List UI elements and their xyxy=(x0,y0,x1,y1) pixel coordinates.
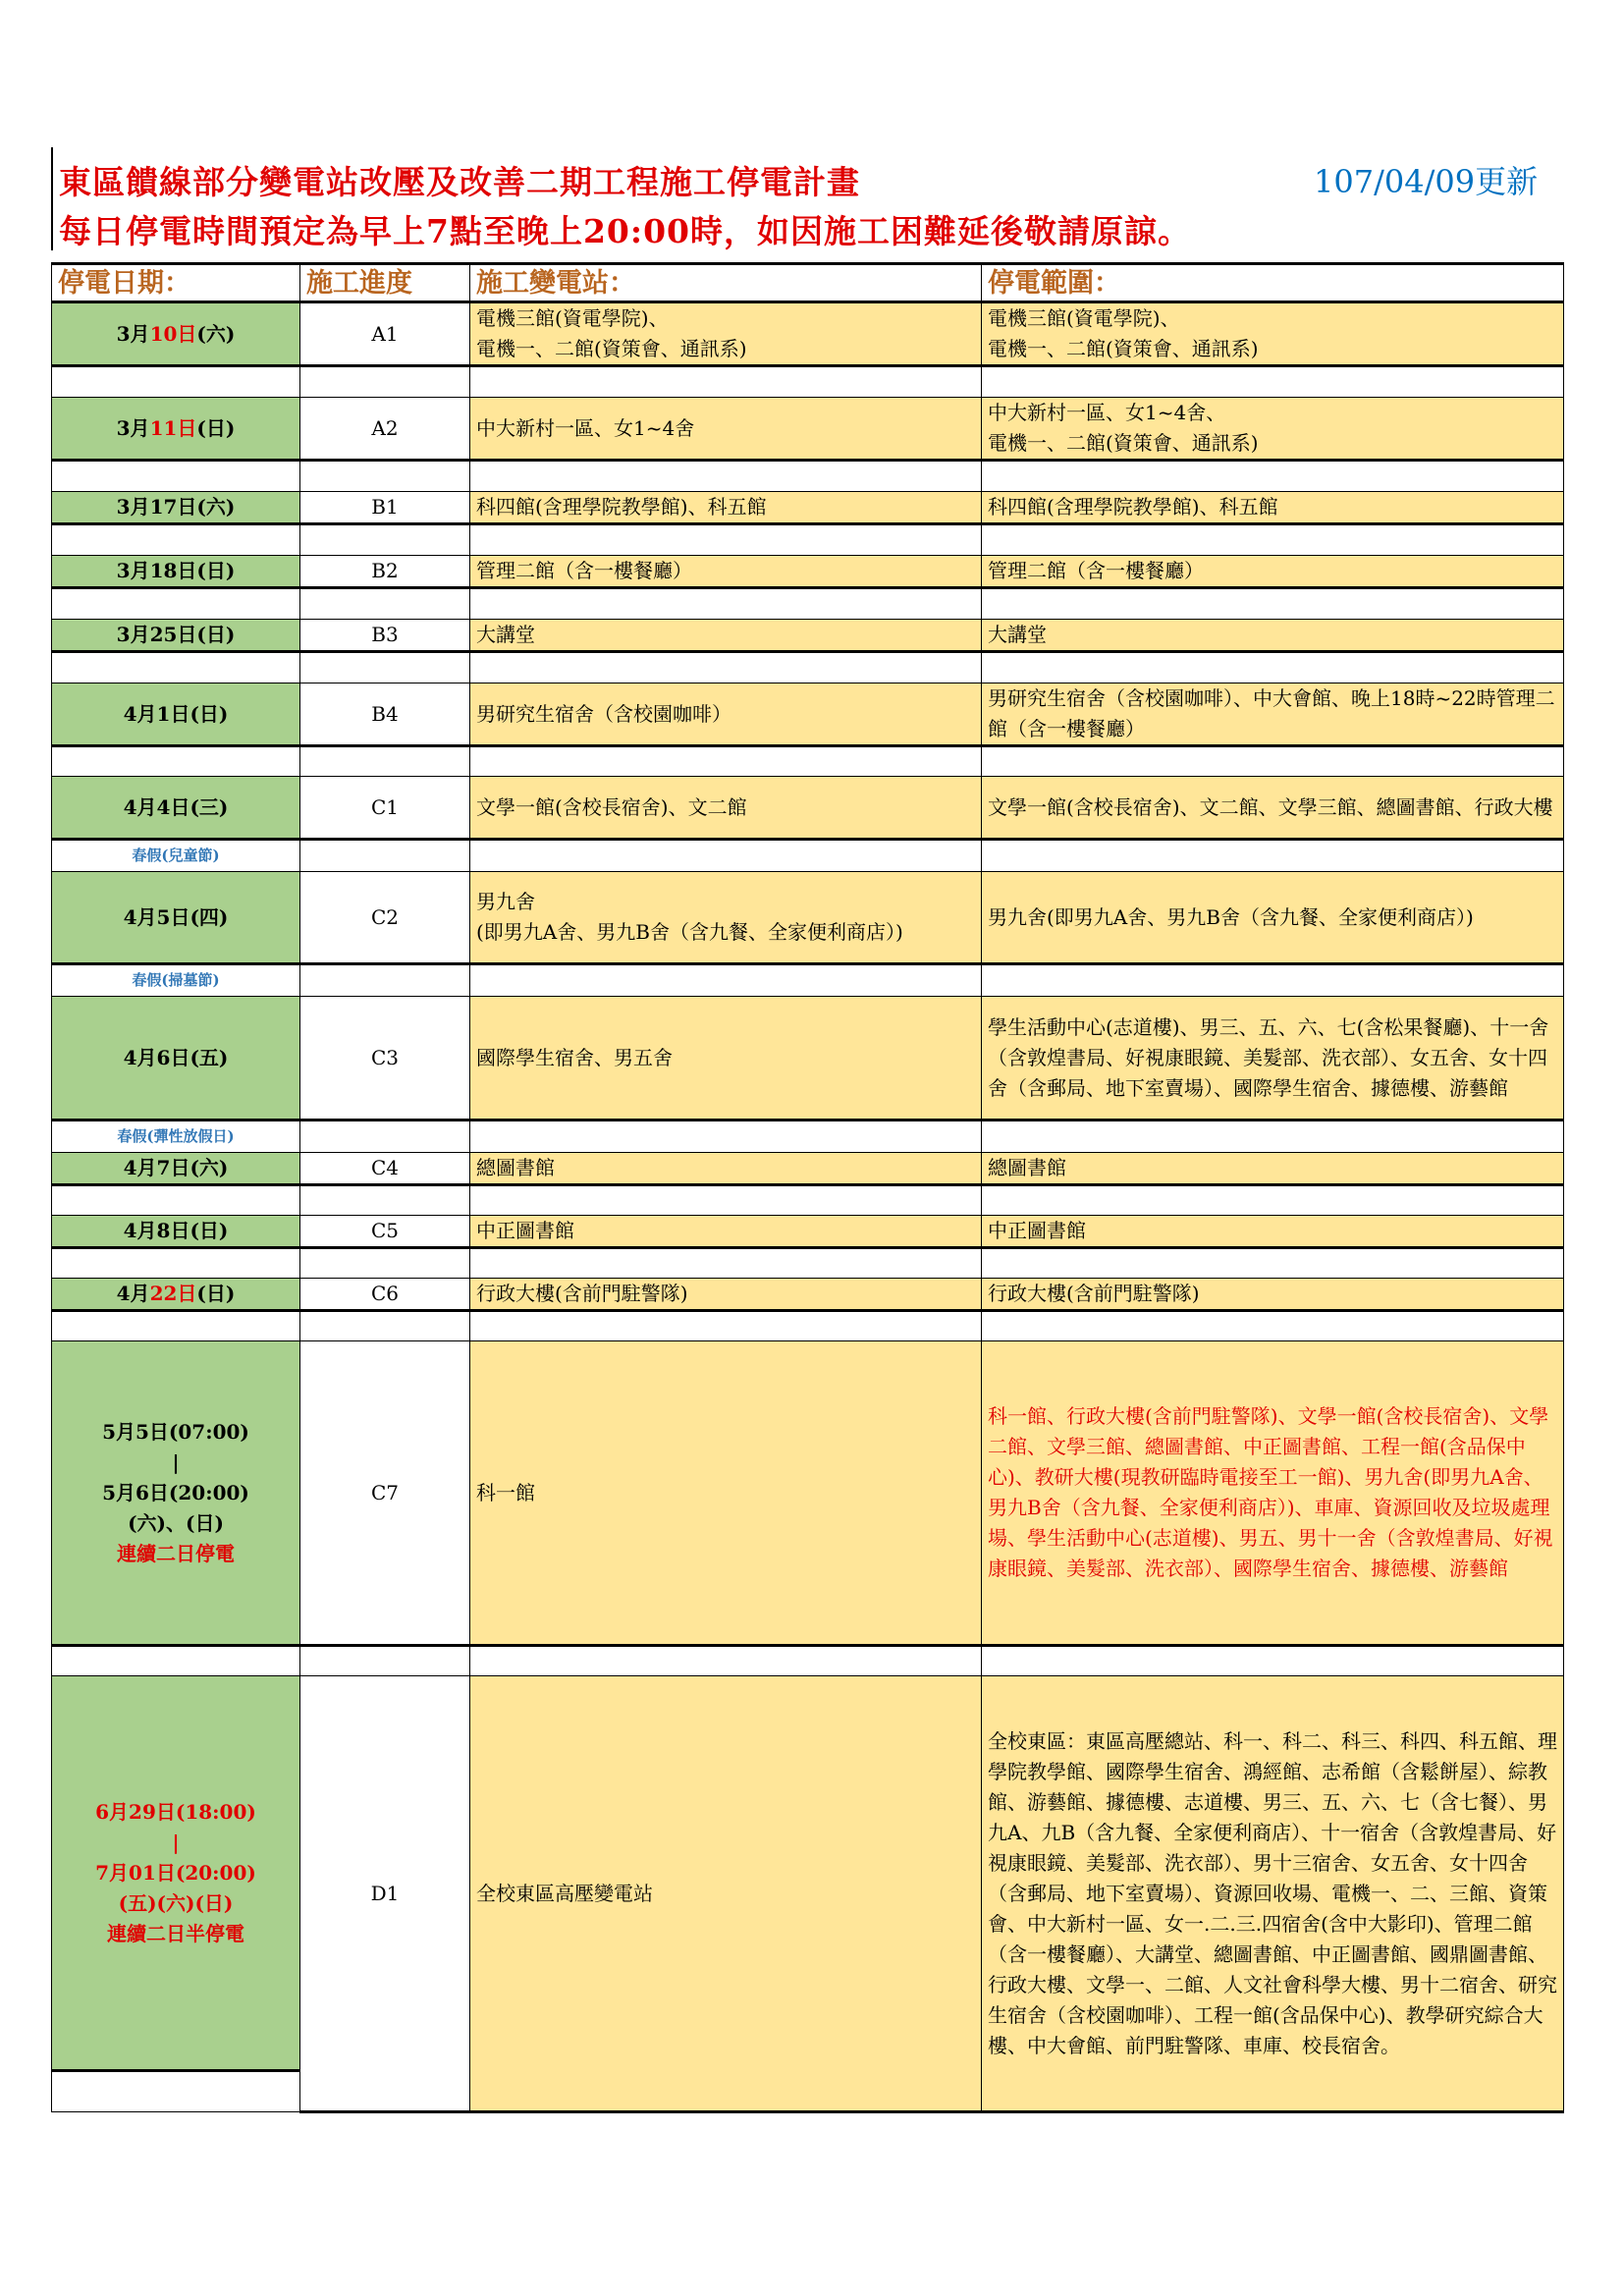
empty-cell xyxy=(470,1121,982,1153)
substation-cell: 行政大樓(含前門駐警隊) xyxy=(470,1279,982,1311)
date-cell xyxy=(52,620,300,652)
outage-range-cell: 中大新村一區、女1~4舍、 電機一、二館(資策會、通訊系) xyxy=(982,398,1564,461)
progress-code: B2 xyxy=(300,556,470,588)
substation-cell: 科一館 xyxy=(470,1341,982,1646)
empty-cell xyxy=(300,652,470,683)
date-text: | xyxy=(172,1449,180,1474)
outage-range-cell: 男研究生宿舍（含校園咖啡）、中大會館、晚上18時~22時管理二館（含一樓餐廳） xyxy=(982,683,1564,746)
date-text: 3月25日(日) xyxy=(116,623,236,646)
empty-cell xyxy=(52,652,300,683)
outage-range-cell: 男九舍(即男九A舍、男九B舍（含九餐、全家便利商店）) xyxy=(982,872,1564,964)
date-text: 4月 xyxy=(116,1282,150,1305)
table-row xyxy=(52,302,1564,366)
empty-cell xyxy=(982,964,1564,997)
empty-cell xyxy=(470,588,982,620)
date-text red: 11日 xyxy=(149,415,197,440)
spacer-row xyxy=(52,1248,1564,1279)
date-cell xyxy=(52,1676,300,2071)
date-cell xyxy=(52,1216,300,1248)
table-header-row xyxy=(52,264,1564,302)
outage-range-cell: 學生活動中心(志道樓)、男三、五、六、七(含松果餐廳)、十一舍（含敦煌書局、好視康眼鏡、美髮部、洗衣部）、女五舍、女十四舍（含郵局、地下室賣場）、國際學生宿舍、據德樓、游藝館 xyxy=(982,997,1564,1121)
date-text red: | xyxy=(172,1830,180,1854)
table-row xyxy=(52,620,1564,652)
empty-cell xyxy=(300,746,470,777)
empty-cell xyxy=(982,652,1564,683)
empty-cell xyxy=(470,1646,982,1676)
empty-cell xyxy=(300,1185,470,1216)
substation-cell: 總圖書館 xyxy=(470,1153,982,1185)
date-text: 4月5日(四) xyxy=(123,904,229,929)
date-text red: 6月29日(18:00) xyxy=(95,1799,256,1824)
outage-schedule-table xyxy=(51,262,1564,2113)
page-subtitle: 每日停電時間預定為早上7點至晚上20:00時，如因施工困難延後敬請原諒。 xyxy=(59,212,1191,250)
holiday-label: 春假(掃墓節) xyxy=(52,964,300,997)
progress-code: C3 xyxy=(300,997,470,1121)
empty-cell xyxy=(982,746,1564,777)
progress-code: C1 xyxy=(300,777,470,840)
date-text red: 連續二日停電 xyxy=(117,1541,235,1565)
table-row xyxy=(52,1676,1564,2071)
column-header-date: 停電日期： xyxy=(52,264,300,302)
substation-cell: 文學一館(含校長宿舍)、文二館 xyxy=(470,777,982,840)
empty-cell xyxy=(52,1646,300,1676)
empty-cell xyxy=(982,1311,1564,1341)
empty-cell xyxy=(470,1311,982,1341)
outage-range-cell: 大講堂 xyxy=(982,620,1564,652)
substation-cell: 男九舍 (即男九A舍、男九B舍（含九餐、全家便利商店）) xyxy=(470,872,982,964)
progress-code: A1 xyxy=(300,302,470,366)
outage-range-cell: 文學一館(含校長宿舍)、文二館、文學三館、總圖書館、行政大樓 xyxy=(982,777,1564,840)
date-text: 4月4日(三) xyxy=(123,794,229,819)
outage-range-cell: 管理二館（含一樓餐廳） xyxy=(982,556,1564,588)
date-text: (日) xyxy=(196,1282,236,1305)
spacer-row xyxy=(52,588,1564,620)
empty-cell xyxy=(982,1185,1564,1216)
holiday-row xyxy=(52,840,1564,872)
substation-cell: 大講堂 xyxy=(470,620,982,652)
progress-code: D1 xyxy=(300,1676,470,2112)
empty-cell xyxy=(470,524,982,556)
progress-code: A2 xyxy=(300,398,470,461)
progress-code: C4 xyxy=(300,1153,470,1185)
holiday-row xyxy=(52,964,1564,997)
empty-cell xyxy=(300,1646,470,1676)
table-row xyxy=(52,1153,1564,1185)
progress-code: B3 xyxy=(300,620,470,652)
date-text: 3月 xyxy=(116,321,150,346)
outage-range-cell: 中正圖書館 xyxy=(982,1216,1564,1248)
outage-range-cell: 總圖書館 xyxy=(982,1153,1564,1185)
empty-cell xyxy=(300,588,470,620)
table-row xyxy=(52,872,1564,964)
empty-cell xyxy=(470,964,982,997)
date-cell xyxy=(52,777,300,840)
empty-cell xyxy=(52,2071,300,2112)
progress-code: C6 xyxy=(300,1279,470,1311)
column-header-progress: 施工進度 xyxy=(300,264,470,302)
substation-cell: 男研究生宿舍（含校園咖啡） xyxy=(470,683,982,746)
holiday-row xyxy=(52,1121,1564,1153)
date-cell xyxy=(52,1279,300,1311)
table-row xyxy=(52,556,1564,588)
empty-cell xyxy=(300,366,470,398)
empty-cell xyxy=(982,461,1564,492)
progress-code: B1 xyxy=(300,492,470,524)
margin-line xyxy=(51,147,53,250)
date-text: 3月 xyxy=(116,415,150,440)
date-text: 4月1日(日) xyxy=(123,701,229,726)
date-text: 3月17日(六) xyxy=(116,495,236,519)
empty-cell xyxy=(52,1185,300,1216)
empty-cell xyxy=(300,840,470,872)
outage-range-cell: 科一館、行政大樓(含前門駐警隊)、文學一館(含校長宿舍)、文學二館、文學三館、總圖書館、中正圖書館、工程一館(含品保中心)、教研大樓(現教研臨時電接至工一館)、男九舍(即男九A舍、男九B舍（含九餐、全家便利商店）)、車庫、資源回收及垃圾處理場、學生活動中心(志道樓)、男五、男十一舍（含敦煌書局、好視康眼鏡、美髮部、洗衣部）、國際學生宿舍、據德樓、游藝館 xyxy=(982,1341,1564,1646)
outage-range-cell: 電機三館(資電學院)、 電機一、二館(資策會、通訊系) xyxy=(982,302,1564,366)
table-row xyxy=(52,683,1564,746)
empty-cell xyxy=(52,524,300,556)
date-text: (六)、(日) xyxy=(128,1510,224,1535)
date-text red: 22日 xyxy=(149,1282,197,1305)
empty-cell xyxy=(470,840,982,872)
substation-cell: 電機三館(資電學院)、 電機一、二館(資策會、通訊系) xyxy=(470,302,982,366)
table-row xyxy=(52,1341,1564,1646)
empty-cell xyxy=(52,588,300,620)
empty-cell xyxy=(300,1248,470,1279)
empty-cell xyxy=(470,461,982,492)
date-cell xyxy=(52,398,300,461)
date-cell xyxy=(52,302,300,366)
empty-cell xyxy=(982,1646,1564,1676)
empty-cell xyxy=(300,1311,470,1341)
date-cell xyxy=(52,997,300,1121)
date-text red: 10日 xyxy=(149,321,197,346)
progress-code: C7 xyxy=(300,1341,470,1646)
spacer-row xyxy=(52,1311,1564,1341)
date-cell xyxy=(52,492,300,524)
outage-range-cell: 全校東區：東區高壓總站、科一、科二、科三、科四、科五館、理學院教學館、國際學生宿舍、鴻經館、志希館（含鬆餅屋）、綜教館、游藝館、據德樓、志道樓、男三、五、六、七（含七餐）、男九A、九B（含九餐、全家便利商店）、十一宿舍（含敦煌書局、好視康眼鏡、美髮部、洗衣部）、男十三宿舍、女五舍、女十四舍（含郵局、地下室賣場）、資源回收場、電機一、二、三館、資策會、中大新村一區、女一.二.三.四宿舍(含中大影印)、管理二館（含一樓餐廳）、大講堂、總圖書館、中正圖書館、國鼎圖書館、行政大樓、文學一、二館、人文社會科學大樓、男十二宿舍、研究生宿舍（含校園咖啡）、工程一館(含品保中心)、教學研究綜合大樓、中大會館、前門駐警隊、車庫、校長宿舍。 xyxy=(982,1676,1564,2112)
substation-cell: 全校東區高壓變電站 xyxy=(470,1676,982,2112)
empty-cell xyxy=(52,461,300,492)
empty-cell xyxy=(982,588,1564,620)
empty-cell xyxy=(982,840,1564,872)
substation-cell: 中正圖書館 xyxy=(470,1216,982,1248)
date-text: (日) xyxy=(196,415,236,440)
empty-cell xyxy=(470,652,982,683)
substation-cell: 管理二館（含一樓餐廳） xyxy=(470,556,982,588)
progress-code: B4 xyxy=(300,683,470,746)
date-text: 3月18日(日) xyxy=(116,559,236,582)
date-text: (六) xyxy=(196,321,236,346)
date-cell xyxy=(52,683,300,746)
empty-cell xyxy=(52,1248,300,1279)
date-cell xyxy=(52,872,300,964)
empty-cell xyxy=(300,1121,470,1153)
spacer-row xyxy=(52,366,1564,398)
progress-code: C2 xyxy=(300,872,470,964)
empty-cell xyxy=(300,524,470,556)
empty-cell xyxy=(470,1185,982,1216)
date-text red: 7月01日(20:00) xyxy=(95,1860,256,1885)
column-header-substation: 施工變電站： xyxy=(470,264,982,302)
empty-cell xyxy=(300,964,470,997)
empty-cell xyxy=(52,746,300,777)
table-row xyxy=(52,398,1564,461)
empty-cell xyxy=(982,366,1564,398)
spacer-row xyxy=(52,461,1564,492)
table-row xyxy=(52,1279,1564,1311)
holiday-label: 春假(兒童節) xyxy=(52,840,300,872)
date-text: 5月5日(07:00) xyxy=(102,1419,249,1444)
holiday-label: 春假(彈性放假日) xyxy=(52,1121,300,1153)
date-text red: 連續二日半停電 xyxy=(107,1921,244,1945)
date-text: 5月6日(20:00) xyxy=(102,1480,249,1504)
update-date: 107/04/09更新 xyxy=(1314,163,1539,200)
table-row xyxy=(52,777,1564,840)
substation-cell: 國際學生宿舍、男五舍 xyxy=(470,997,982,1121)
spacer-row xyxy=(52,1646,1564,1676)
date-cell xyxy=(52,1341,300,1646)
substation-cell: 中大新村一區、女1~4舍 xyxy=(470,398,982,461)
empty-cell xyxy=(470,746,982,777)
empty-cell xyxy=(300,461,470,492)
spacer-row xyxy=(52,1185,1564,1216)
empty-cell xyxy=(52,1311,300,1341)
date-cell xyxy=(52,556,300,588)
table-row xyxy=(52,997,1564,1121)
spacer-row xyxy=(52,746,1564,777)
empty-cell xyxy=(982,1121,1564,1153)
date-text: 4月8日(日) xyxy=(123,1219,229,1242)
progress-code: C5 xyxy=(300,1216,470,1248)
date-text red: (五)(六)(日) xyxy=(118,1890,234,1915)
date-text: 4月7日(六) xyxy=(123,1156,229,1179)
empty-cell xyxy=(470,366,982,398)
empty-cell xyxy=(982,524,1564,556)
table-row xyxy=(52,492,1564,524)
spacer-row xyxy=(52,652,1564,683)
outage-range-cell: 科四館(含理學院教學館)、科五館 xyxy=(982,492,1564,524)
empty-cell xyxy=(470,1248,982,1279)
outage-range-cell: 行政大樓(含前門駐警隊) xyxy=(982,1279,1564,1311)
substation-cell: 科四館(含理學院教學館)、科五館 xyxy=(470,492,982,524)
table-row xyxy=(52,1216,1564,1248)
spacer-row xyxy=(52,524,1564,556)
date-cell xyxy=(52,1153,300,1185)
column-header-range: 停電範圍： xyxy=(982,264,1564,302)
date-text: 4月6日(五) xyxy=(123,1045,229,1069)
empty-cell xyxy=(982,1248,1564,1279)
page-title: 東區饋線部分變電站改壓及改善二期工程施工停電計畫 xyxy=(59,163,860,201)
empty-cell xyxy=(52,366,300,398)
